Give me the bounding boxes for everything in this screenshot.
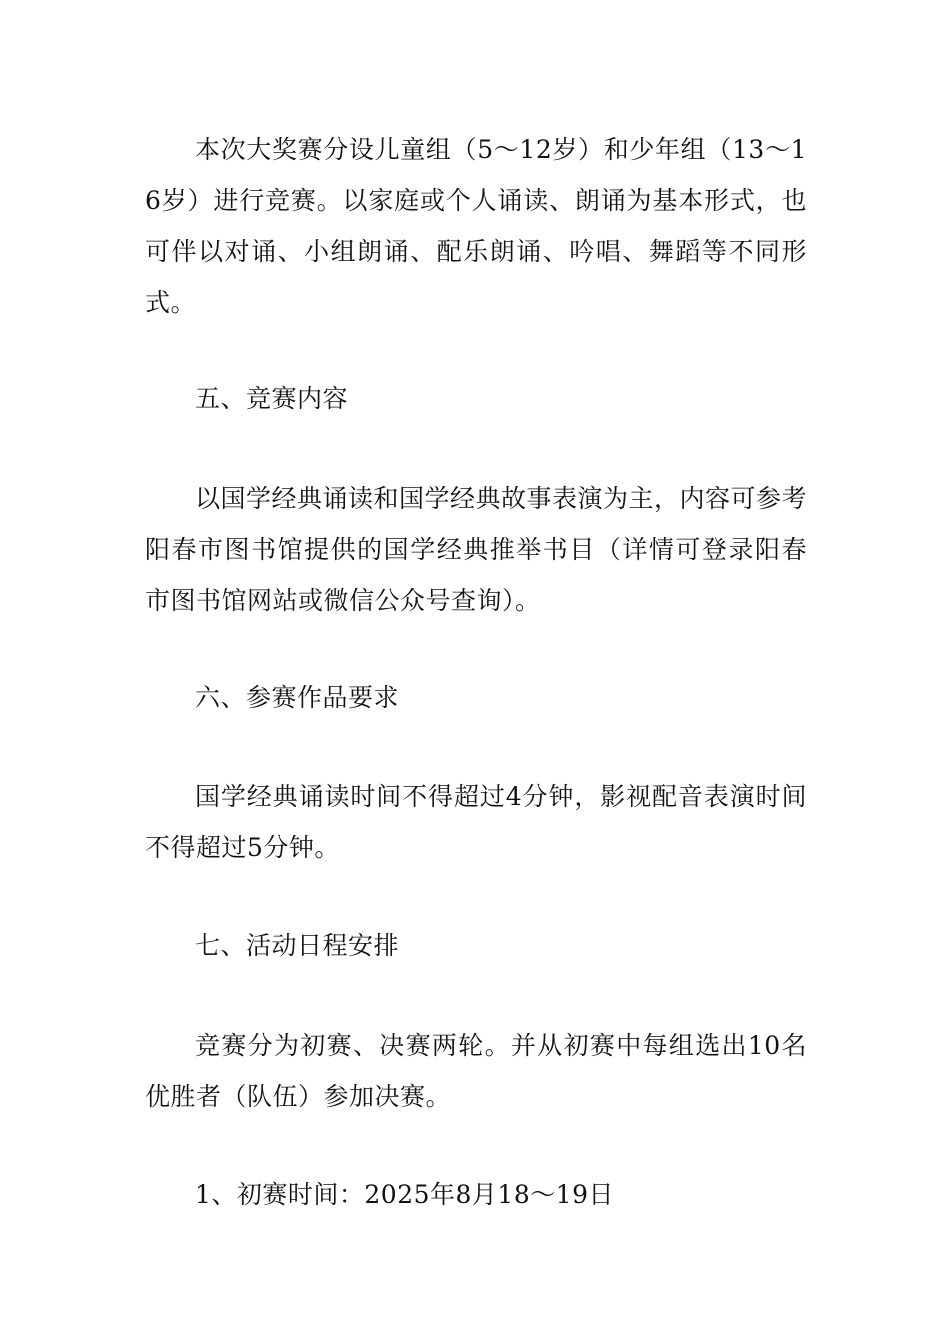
paragraph-requirements: 国学经典诵读时间不得超过4分钟，影视配音表演时间不得超过5分钟。 xyxy=(145,782,807,862)
heading-schedule: 七、活动日程安排 xyxy=(195,931,400,960)
item-preliminary-time: 1、初赛时间：2025年8月18～19日 xyxy=(195,1180,615,1209)
paragraph-schedule: 竞赛分为初赛、决赛两轮。并从初赛中每组选出10名优胜者（队伍）参加决赛。 xyxy=(145,1031,807,1111)
paragraph-groups: 本次大奖赛分设儿童组（5～12岁）和少年组（13～16岁）进行竞赛。以家庭或个人诵读、朗诵为基本形式，也可伴以对诵、小组朗诵、配乐朗诵、吟唱、舞蹈等不同形式。 xyxy=(145,135,807,317)
heading-contest-content: 五、竞赛内容 xyxy=(195,384,349,413)
paragraph-content: 以国学经典诵读和国学经典故事表演为主，内容可参考阳春市图书馆提供的国学经典推举书目（详情可登录阳春市图书馆网站或微信公众号查询）。 xyxy=(145,484,808,615)
heading-requirements: 六、参赛作品要求 xyxy=(195,683,400,712)
